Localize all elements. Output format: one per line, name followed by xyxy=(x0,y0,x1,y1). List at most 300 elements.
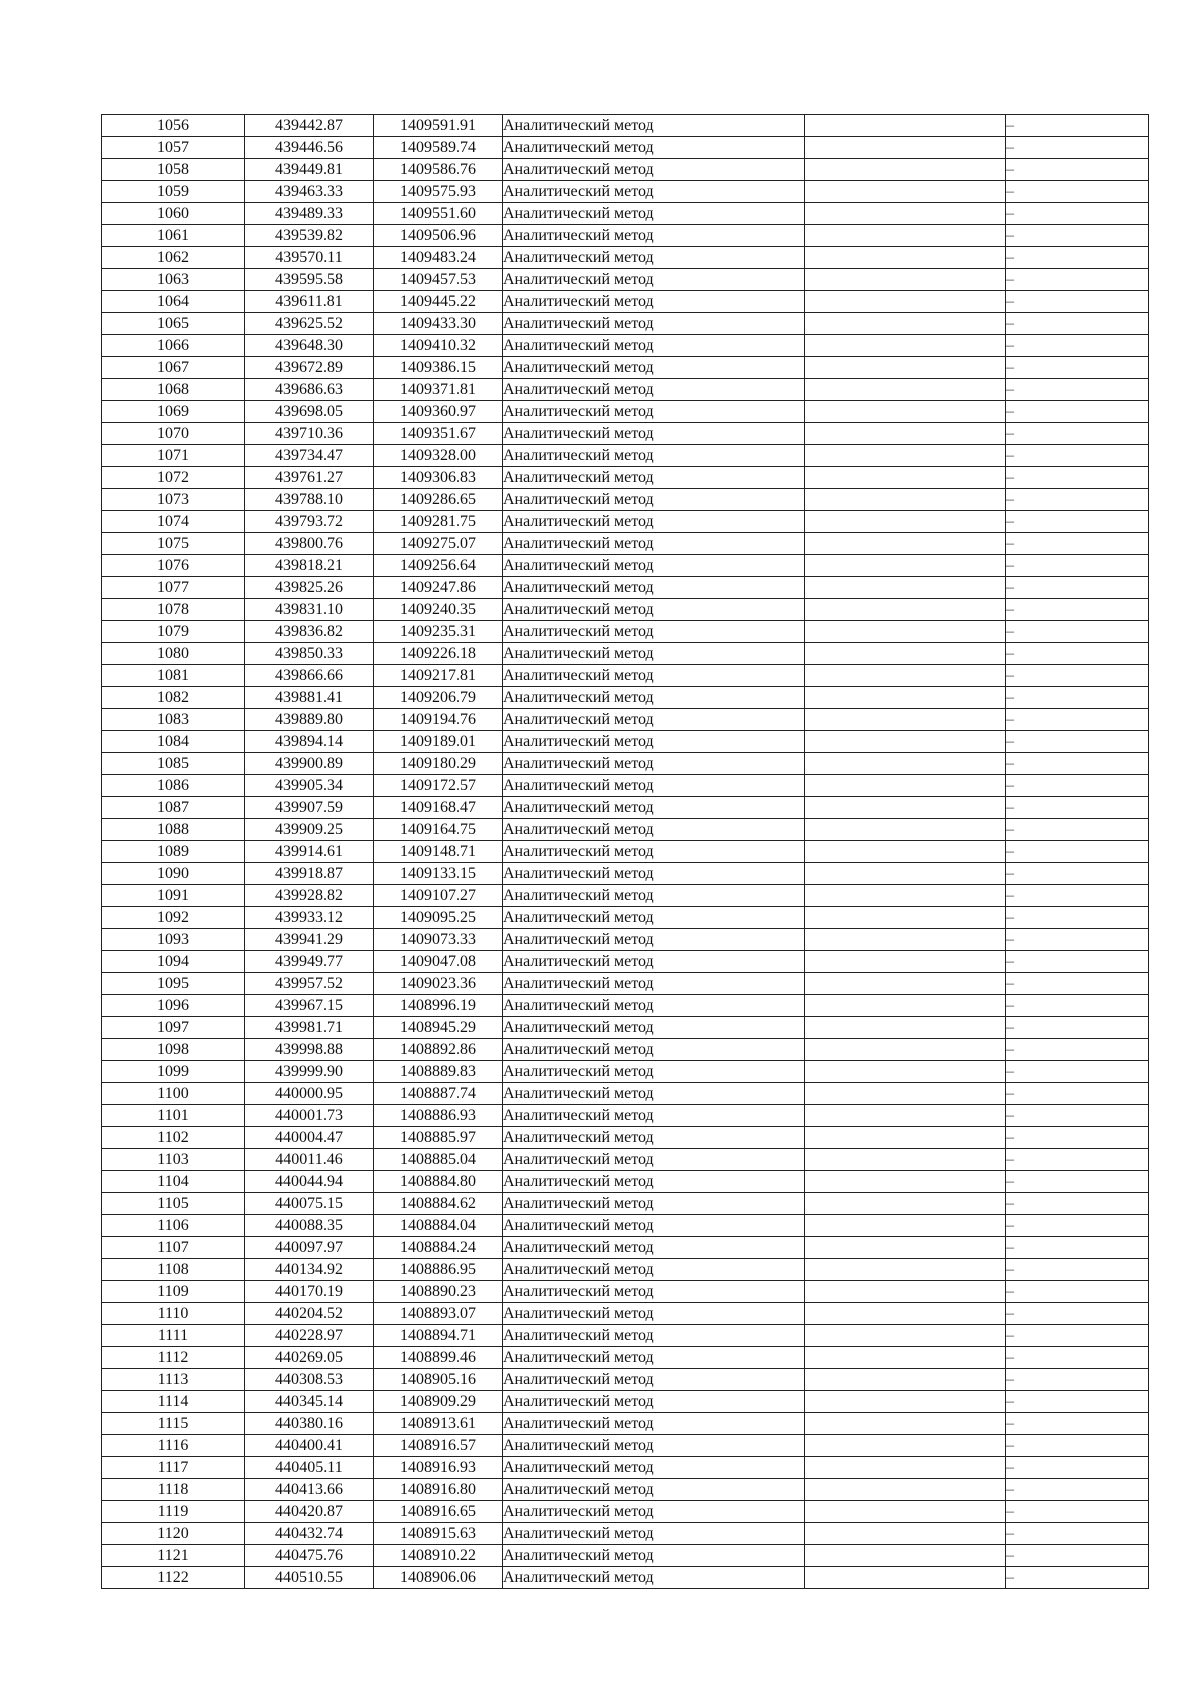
x-coordinate-cell: 440228.97 xyxy=(245,1325,374,1347)
method-cell: Аналитический метод xyxy=(503,1061,805,1083)
point-number-cell: 1080 xyxy=(102,643,245,665)
y-coordinate-cell: 1409275.07 xyxy=(374,533,503,555)
y-coordinate-cell: 1409281.75 xyxy=(374,511,503,533)
point-number-cell: 1090 xyxy=(102,863,245,885)
dash-cell: – xyxy=(1006,1303,1149,1325)
method-cell: Аналитический метод xyxy=(503,555,805,577)
y-coordinate-cell: 1409433.30 xyxy=(374,313,503,335)
dash-cell: – xyxy=(1006,995,1149,1017)
y-coordinate-cell: 1408885.97 xyxy=(374,1127,503,1149)
dash-cell: – xyxy=(1006,1567,1149,1589)
empty-cell xyxy=(805,159,1006,181)
table-row xyxy=(102,709,1149,731)
point-number-cell: 1064 xyxy=(102,291,245,313)
empty-cell xyxy=(805,1303,1006,1325)
method-cell: Аналитический метод xyxy=(503,181,805,203)
method-cell: Аналитический метод xyxy=(503,1127,805,1149)
table-row xyxy=(102,687,1149,709)
point-number-cell: 1060 xyxy=(102,203,245,225)
dash-cell: – xyxy=(1006,423,1149,445)
empty-cell xyxy=(805,1545,1006,1567)
empty-cell xyxy=(805,1501,1006,1523)
x-coordinate-cell: 440004.47 xyxy=(245,1127,374,1149)
point-number-cell: 1089 xyxy=(102,841,245,863)
y-coordinate-cell: 1409189.01 xyxy=(374,731,503,753)
dash-cell: – xyxy=(1006,555,1149,577)
dash-cell: – xyxy=(1006,1105,1149,1127)
empty-cell xyxy=(805,1391,1006,1413)
y-coordinate-cell: 1408916.80 xyxy=(374,1479,503,1501)
x-coordinate-cell: 439825.26 xyxy=(245,577,374,599)
dash-cell: – xyxy=(1006,511,1149,533)
empty-cell xyxy=(805,621,1006,643)
empty-cell xyxy=(805,687,1006,709)
point-number-cell: 1081 xyxy=(102,665,245,687)
dash-cell: – xyxy=(1006,643,1149,665)
y-coordinate-cell: 1408916.93 xyxy=(374,1457,503,1479)
dash-cell: – xyxy=(1006,1061,1149,1083)
point-number-cell: 1117 xyxy=(102,1457,245,1479)
x-coordinate-cell: 439850.33 xyxy=(245,643,374,665)
dash-cell: – xyxy=(1006,1435,1149,1457)
table-row xyxy=(102,1171,1149,1193)
table-row xyxy=(102,1259,1149,1281)
table-row xyxy=(102,973,1149,995)
y-coordinate-cell: 1409095.25 xyxy=(374,907,503,929)
point-number-cell: 1116 xyxy=(102,1435,245,1457)
x-coordinate-cell: 440075.15 xyxy=(245,1193,374,1215)
y-coordinate-cell: 1409256.64 xyxy=(374,555,503,577)
method-cell: Аналитический метод xyxy=(503,1567,805,1589)
y-coordinate-cell: 1409351.67 xyxy=(374,423,503,445)
point-number-cell: 1112 xyxy=(102,1347,245,1369)
point-number-cell: 1086 xyxy=(102,775,245,797)
x-coordinate-cell: 439909.25 xyxy=(245,819,374,841)
table-row xyxy=(102,401,1149,423)
table-row xyxy=(102,1567,1149,1589)
y-coordinate-cell: 1409445.22 xyxy=(374,291,503,313)
table-row xyxy=(102,1303,1149,1325)
point-number-cell: 1067 xyxy=(102,357,245,379)
dash-cell: – xyxy=(1006,577,1149,599)
empty-cell xyxy=(805,1369,1006,1391)
table-row xyxy=(102,1193,1149,1215)
empty-cell xyxy=(805,599,1006,621)
dash-cell: – xyxy=(1006,731,1149,753)
x-coordinate-cell: 439570.11 xyxy=(245,247,374,269)
dash-cell: – xyxy=(1006,1149,1149,1171)
point-number-cell: 1058 xyxy=(102,159,245,181)
method-cell: Аналитический метод xyxy=(503,797,805,819)
dash-cell: – xyxy=(1006,1523,1149,1545)
table-row xyxy=(102,1413,1149,1435)
dash-cell: – xyxy=(1006,885,1149,907)
empty-cell xyxy=(805,1479,1006,1501)
method-cell: Аналитический метод xyxy=(503,775,805,797)
method-cell: Аналитический метод xyxy=(503,687,805,709)
empty-cell xyxy=(805,863,1006,885)
empty-cell xyxy=(805,907,1006,929)
dash-cell: – xyxy=(1006,379,1149,401)
y-coordinate-cell: 1408996.19 xyxy=(374,995,503,1017)
empty-cell xyxy=(805,885,1006,907)
y-coordinate-cell: 1409247.86 xyxy=(374,577,503,599)
dash-cell: – xyxy=(1006,973,1149,995)
dash-cell: – xyxy=(1006,335,1149,357)
dash-cell: – xyxy=(1006,1457,1149,1479)
method-cell: Аналитический метод xyxy=(503,1457,805,1479)
point-number-cell: 1114 xyxy=(102,1391,245,1413)
method-cell: Аналитический метод xyxy=(503,1171,805,1193)
x-coordinate-cell: 439900.89 xyxy=(245,753,374,775)
method-cell: Аналитический метод xyxy=(503,929,805,951)
dash-cell: – xyxy=(1006,753,1149,775)
method-cell: Аналитический метод xyxy=(503,1237,805,1259)
table-row xyxy=(102,775,1149,797)
y-coordinate-cell: 1408884.24 xyxy=(374,1237,503,1259)
point-number-cell: 1104 xyxy=(102,1171,245,1193)
y-coordinate-cell: 1408884.62 xyxy=(374,1193,503,1215)
y-coordinate-cell: 1409047.08 xyxy=(374,951,503,973)
point-number-cell: 1108 xyxy=(102,1259,245,1281)
dash-cell: – xyxy=(1006,1215,1149,1237)
point-number-cell: 1071 xyxy=(102,445,245,467)
method-cell: Аналитический метод xyxy=(503,731,805,753)
dash-cell: – xyxy=(1006,115,1149,137)
dash-cell: – xyxy=(1006,1083,1149,1105)
table-row xyxy=(102,137,1149,159)
x-coordinate-cell: 440308.53 xyxy=(245,1369,374,1391)
point-number-cell: 1111 xyxy=(102,1325,245,1347)
y-coordinate-cell: 1409180.29 xyxy=(374,753,503,775)
method-cell: Аналитический метод xyxy=(503,841,805,863)
dash-cell: – xyxy=(1006,1369,1149,1391)
x-coordinate-cell: 439686.63 xyxy=(245,379,374,401)
dash-cell: – xyxy=(1006,313,1149,335)
x-coordinate-cell: 439831.10 xyxy=(245,599,374,621)
method-cell: Аналитический метод xyxy=(503,1325,805,1347)
table-row xyxy=(102,1215,1149,1237)
x-coordinate-cell: 440413.66 xyxy=(245,1479,374,1501)
dash-cell: – xyxy=(1006,951,1149,973)
x-coordinate-cell: 439539.82 xyxy=(245,225,374,247)
empty-cell xyxy=(805,1259,1006,1281)
x-coordinate-cell: 439611.81 xyxy=(245,291,374,313)
y-coordinate-cell: 1409133.15 xyxy=(374,863,503,885)
x-coordinate-cell: 439710.36 xyxy=(245,423,374,445)
method-cell: Аналитический метод xyxy=(503,709,805,731)
x-coordinate-cell: 439788.10 xyxy=(245,489,374,511)
empty-cell xyxy=(805,1567,1006,1589)
x-coordinate-cell: 440475.76 xyxy=(245,1545,374,1567)
x-coordinate-cell: 439463.33 xyxy=(245,181,374,203)
empty-cell xyxy=(805,709,1006,731)
dash-cell: – xyxy=(1006,489,1149,511)
y-coordinate-cell: 1408885.04 xyxy=(374,1149,503,1171)
x-coordinate-cell: 439442.87 xyxy=(245,115,374,137)
method-cell: Аналитический метод xyxy=(503,1369,805,1391)
y-coordinate-cell: 1408910.22 xyxy=(374,1545,503,1567)
x-coordinate-cell: 440044.94 xyxy=(245,1171,374,1193)
y-coordinate-cell: 1409328.00 xyxy=(374,445,503,467)
method-cell: Аналитический метод xyxy=(503,643,805,665)
method-cell: Аналитический метод xyxy=(503,291,805,313)
x-coordinate-cell: 439449.81 xyxy=(245,159,374,181)
point-number-cell: 1074 xyxy=(102,511,245,533)
table-row xyxy=(102,885,1149,907)
method-cell: Аналитический метод xyxy=(503,1149,805,1171)
x-coordinate-cell: 439981.71 xyxy=(245,1017,374,1039)
x-coordinate-cell: 440170.19 xyxy=(245,1281,374,1303)
table-row xyxy=(102,203,1149,225)
empty-cell xyxy=(805,335,1006,357)
empty-cell xyxy=(805,929,1006,951)
method-cell: Аналитический метод xyxy=(503,313,805,335)
empty-cell xyxy=(805,841,1006,863)
dash-cell: – xyxy=(1006,1259,1149,1281)
y-coordinate-cell: 1409360.97 xyxy=(374,401,503,423)
y-coordinate-cell: 1409575.93 xyxy=(374,181,503,203)
x-coordinate-cell: 439907.59 xyxy=(245,797,374,819)
empty-cell xyxy=(805,1171,1006,1193)
point-number-cell: 1057 xyxy=(102,137,245,159)
y-coordinate-cell: 1409172.57 xyxy=(374,775,503,797)
method-cell: Аналитический метод xyxy=(503,467,805,489)
x-coordinate-cell: 440345.14 xyxy=(245,1391,374,1413)
table-row xyxy=(102,247,1149,269)
y-coordinate-cell: 1409168.47 xyxy=(374,797,503,819)
point-number-cell: 1121 xyxy=(102,1545,245,1567)
empty-cell xyxy=(805,973,1006,995)
table-row xyxy=(102,995,1149,1017)
empty-cell xyxy=(805,819,1006,841)
method-cell: Аналитический метод xyxy=(503,577,805,599)
table-row xyxy=(102,731,1149,753)
empty-cell xyxy=(805,489,1006,511)
coordinates-table-body xyxy=(102,115,1149,1589)
empty-cell xyxy=(805,577,1006,599)
table-row xyxy=(102,1325,1149,1347)
point-number-cell: 1073 xyxy=(102,489,245,511)
point-number-cell: 1088 xyxy=(102,819,245,841)
y-coordinate-cell: 1408893.07 xyxy=(374,1303,503,1325)
method-cell: Аналитический метод xyxy=(503,599,805,621)
coordinates-table xyxy=(101,114,1149,1589)
point-number-cell: 1110 xyxy=(102,1303,245,1325)
point-number-cell: 1100 xyxy=(102,1083,245,1105)
dash-cell: – xyxy=(1006,203,1149,225)
method-cell: Аналитический метод xyxy=(503,357,805,379)
x-coordinate-cell: 440011.46 xyxy=(245,1149,374,1171)
method-cell: Аналитический метод xyxy=(503,1083,805,1105)
method-cell: Аналитический метод xyxy=(503,863,805,885)
method-cell: Аналитический метод xyxy=(503,885,805,907)
point-number-cell: 1093 xyxy=(102,929,245,951)
empty-cell xyxy=(805,269,1006,291)
table-row xyxy=(102,797,1149,819)
table-row xyxy=(102,621,1149,643)
point-number-cell: 1103 xyxy=(102,1149,245,1171)
y-coordinate-cell: 1409586.76 xyxy=(374,159,503,181)
table-row xyxy=(102,159,1149,181)
method-cell: Аналитический метод xyxy=(503,137,805,159)
y-coordinate-cell: 1408916.65 xyxy=(374,1501,503,1523)
method-cell: Аналитический метод xyxy=(503,115,805,137)
dash-cell: – xyxy=(1006,1281,1149,1303)
dash-cell: – xyxy=(1006,1039,1149,1061)
method-cell: Аналитический метод xyxy=(503,1281,805,1303)
x-coordinate-cell: 440088.35 xyxy=(245,1215,374,1237)
table-row xyxy=(102,951,1149,973)
x-coordinate-cell: 439967.15 xyxy=(245,995,374,1017)
x-coordinate-cell: 439761.27 xyxy=(245,467,374,489)
empty-cell xyxy=(805,401,1006,423)
empty-cell xyxy=(805,1017,1006,1039)
dash-cell: – xyxy=(1006,533,1149,555)
x-coordinate-cell: 439928.82 xyxy=(245,885,374,907)
x-coordinate-cell: 439698.05 xyxy=(245,401,374,423)
dash-cell: – xyxy=(1006,181,1149,203)
x-coordinate-cell: 439648.30 xyxy=(245,335,374,357)
y-coordinate-cell: 1409410.32 xyxy=(374,335,503,357)
y-coordinate-cell: 1409240.35 xyxy=(374,599,503,621)
point-number-cell: 1122 xyxy=(102,1567,245,1589)
empty-cell xyxy=(805,247,1006,269)
point-number-cell: 1095 xyxy=(102,973,245,995)
dash-cell: – xyxy=(1006,291,1149,313)
y-coordinate-cell: 1409371.81 xyxy=(374,379,503,401)
method-cell: Аналитический метод xyxy=(503,533,805,555)
method-cell: Аналитический метод xyxy=(503,995,805,1017)
table-row xyxy=(102,511,1149,533)
point-number-cell: 1098 xyxy=(102,1039,245,1061)
table-row xyxy=(102,907,1149,929)
y-coordinate-cell: 1408886.93 xyxy=(374,1105,503,1127)
y-coordinate-cell: 1409306.83 xyxy=(374,467,503,489)
dash-cell: – xyxy=(1006,841,1149,863)
table-row xyxy=(102,599,1149,621)
point-number-cell: 1085 xyxy=(102,753,245,775)
empty-cell xyxy=(805,1083,1006,1105)
point-number-cell: 1119 xyxy=(102,1501,245,1523)
dash-cell: – xyxy=(1006,1127,1149,1149)
table-row xyxy=(102,335,1149,357)
x-coordinate-cell: 439949.77 xyxy=(245,951,374,973)
table-row xyxy=(102,467,1149,489)
y-coordinate-cell: 1409226.18 xyxy=(374,643,503,665)
x-coordinate-cell: 439866.66 xyxy=(245,665,374,687)
point-number-cell: 1068 xyxy=(102,379,245,401)
table-row xyxy=(102,313,1149,335)
x-coordinate-cell: 439999.90 xyxy=(245,1061,374,1083)
empty-cell xyxy=(805,731,1006,753)
method-cell: Аналитический метод xyxy=(503,951,805,973)
empty-cell xyxy=(805,1325,1006,1347)
y-coordinate-cell: 1408913.61 xyxy=(374,1413,503,1435)
dash-cell: – xyxy=(1006,819,1149,841)
point-number-cell: 1094 xyxy=(102,951,245,973)
dash-cell: – xyxy=(1006,1017,1149,1039)
method-cell: Аналитический метод xyxy=(503,159,805,181)
method-cell: Аналитический метод xyxy=(503,1391,805,1413)
x-coordinate-cell: 439881.41 xyxy=(245,687,374,709)
point-number-cell: 1087 xyxy=(102,797,245,819)
empty-cell xyxy=(805,555,1006,577)
method-cell: Аналитический метод xyxy=(503,1303,805,1325)
empty-cell xyxy=(805,533,1006,555)
dash-cell: – xyxy=(1006,1413,1149,1435)
table-row xyxy=(102,269,1149,291)
point-number-cell: 1069 xyxy=(102,401,245,423)
y-coordinate-cell: 1409148.71 xyxy=(374,841,503,863)
table-row xyxy=(102,423,1149,445)
table-row xyxy=(102,577,1149,599)
x-coordinate-cell: 439889.80 xyxy=(245,709,374,731)
x-coordinate-cell: 439818.21 xyxy=(245,555,374,577)
table-row xyxy=(102,1017,1149,1039)
point-number-cell: 1107 xyxy=(102,1237,245,1259)
x-coordinate-cell: 440510.55 xyxy=(245,1567,374,1589)
table-row xyxy=(102,291,1149,313)
table-row xyxy=(102,929,1149,951)
empty-cell xyxy=(805,1061,1006,1083)
empty-cell xyxy=(805,225,1006,247)
point-number-cell: 1079 xyxy=(102,621,245,643)
method-cell: Аналитический метод xyxy=(503,1545,805,1567)
dash-cell: – xyxy=(1006,709,1149,731)
y-coordinate-cell: 1409073.33 xyxy=(374,929,503,951)
point-number-cell: 1120 xyxy=(102,1523,245,1545)
x-coordinate-cell: 439672.89 xyxy=(245,357,374,379)
table-row xyxy=(102,1347,1149,1369)
y-coordinate-cell: 1408884.80 xyxy=(374,1171,503,1193)
method-cell: Аналитический метод xyxy=(503,423,805,445)
y-coordinate-cell: 1409235.31 xyxy=(374,621,503,643)
empty-cell xyxy=(805,1193,1006,1215)
method-cell: Аналитический метод xyxy=(503,1259,805,1281)
point-number-cell: 1082 xyxy=(102,687,245,709)
dash-cell: – xyxy=(1006,1501,1149,1523)
point-number-cell: 1072 xyxy=(102,467,245,489)
point-number-cell: 1061 xyxy=(102,225,245,247)
empty-cell xyxy=(805,1347,1006,1369)
empty-cell xyxy=(805,1127,1006,1149)
y-coordinate-cell: 1409164.75 xyxy=(374,819,503,841)
method-cell: Аналитический метод xyxy=(503,511,805,533)
point-number-cell: 1102 xyxy=(102,1127,245,1149)
x-coordinate-cell: 440432.74 xyxy=(245,1523,374,1545)
y-coordinate-cell: 1409589.74 xyxy=(374,137,503,159)
dash-cell: – xyxy=(1006,1479,1149,1501)
x-coordinate-cell: 439625.52 xyxy=(245,313,374,335)
point-number-cell: 1091 xyxy=(102,885,245,907)
table-row xyxy=(102,1545,1149,1567)
x-coordinate-cell: 439933.12 xyxy=(245,907,374,929)
point-number-cell: 1077 xyxy=(102,577,245,599)
x-coordinate-cell: 440204.52 xyxy=(245,1303,374,1325)
x-coordinate-cell: 439595.58 xyxy=(245,269,374,291)
method-cell: Аналитический метод xyxy=(503,907,805,929)
point-number-cell: 1097 xyxy=(102,1017,245,1039)
table-row xyxy=(102,1237,1149,1259)
x-coordinate-cell: 439836.82 xyxy=(245,621,374,643)
dash-cell: – xyxy=(1006,1347,1149,1369)
y-coordinate-cell: 1409591.91 xyxy=(374,115,503,137)
table-row xyxy=(102,1083,1149,1105)
method-cell: Аналитический метод xyxy=(503,401,805,423)
dash-cell: – xyxy=(1006,1325,1149,1347)
dash-cell: – xyxy=(1006,159,1149,181)
